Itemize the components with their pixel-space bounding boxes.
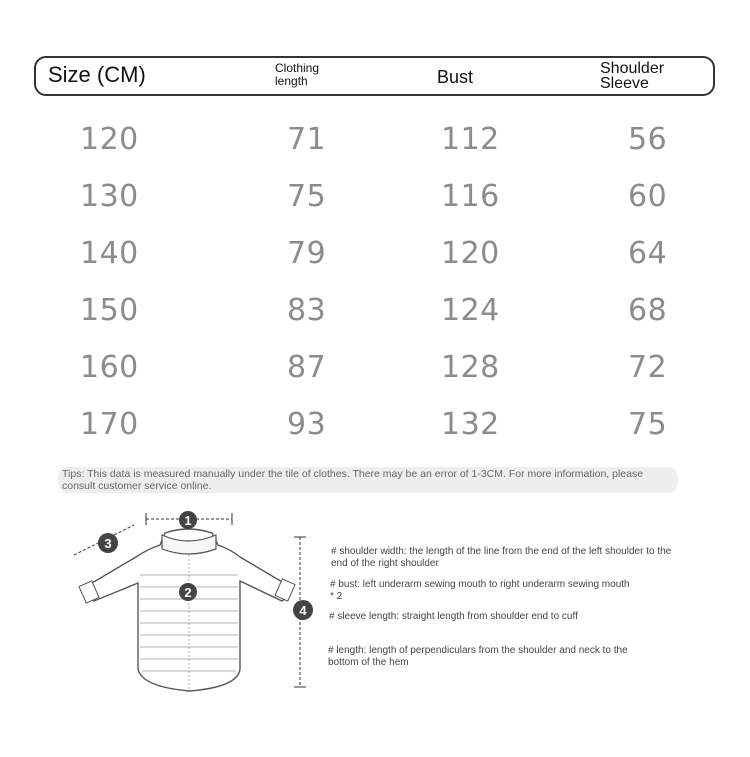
cell-sleeve: 60 (628, 179, 668, 214)
cell-bust: 124 (441, 293, 500, 328)
cell-bust: 112 (441, 122, 500, 157)
cell-sleeve: 75 (628, 407, 668, 442)
note-length: # length: length of perpendiculars from the shoulder and neck to the bottom of the hem (328, 645, 628, 668)
marker-2 (179, 583, 197, 601)
jacket-measurement-diagram (60, 505, 330, 705)
note-bust: # bust: left underarm sewing mouth to right underarm sewing mouth * 2 (330, 579, 630, 602)
cell-length: 83 (287, 293, 327, 328)
note-sleeve-length: # sleeve length: straight length from shoulder end to cuff (329, 611, 578, 622)
cell-sleeve: 56 (628, 122, 668, 157)
cell-length: 75 (287, 179, 327, 214)
table-row (0, 122, 750, 162)
header-shoulder-sleeve-line1: Shoulder (600, 60, 665, 77)
table-row (0, 293, 750, 333)
cell-length: 93 (287, 407, 327, 442)
header-shoulder-sleeve (600, 61, 690, 91)
cell-length: 71 (287, 122, 327, 157)
cell-bust: 128 (441, 350, 500, 385)
cell-bust: 132 (441, 407, 500, 442)
cell-size: 140 (80, 236, 139, 271)
marker-3-label: 3 (104, 536, 112, 551)
cell-size: 170 (80, 407, 139, 442)
cell-sleeve: 64 (628, 236, 668, 271)
jacket-illustration (60, 505, 330, 705)
cell-bust: 116 (441, 179, 500, 214)
cell-size: 130 (80, 179, 139, 214)
tips-note: Tips: This data is measured manually under the tile of clothes. There may be an error of 1-3CM. For more information, please consult customer service online. (58, 467, 678, 493)
marker-1 (179, 511, 197, 529)
cell-size: 150 (80, 293, 139, 328)
header-clothing-length-line2: length (275, 74, 308, 88)
header-shoulder-sleeve-line2: Sleeve (600, 75, 649, 92)
table-row (0, 179, 750, 219)
header-clothing-length-line1: Clothing (275, 61, 320, 75)
table-row (0, 407, 750, 447)
cell-sleeve: 68 (628, 293, 668, 328)
note-shoulder-width: # shoulder width: the length of the line from the end of the left shoulder to the end of the right shoulder (331, 546, 672, 569)
header-bust: Bust (437, 67, 474, 87)
cell-size: 120 (80, 122, 139, 157)
table-row (0, 236, 750, 276)
cell-size: 160 (80, 350, 139, 385)
header-size: Size (CM) (48, 62, 146, 87)
marker-4-label: 4 (299, 603, 307, 618)
cell-length: 79 (287, 236, 327, 271)
cell-length: 87 (287, 350, 327, 385)
marker-1-label: 1 (184, 513, 192, 528)
table-row (0, 350, 750, 390)
header-clothing-length (275, 62, 355, 88)
marker-2-label: 2 (184, 585, 192, 600)
cell-bust: 120 (441, 236, 500, 271)
marker-4 (293, 600, 313, 620)
marker-3 (98, 533, 118, 553)
cell-sleeve: 72 (628, 350, 668, 385)
